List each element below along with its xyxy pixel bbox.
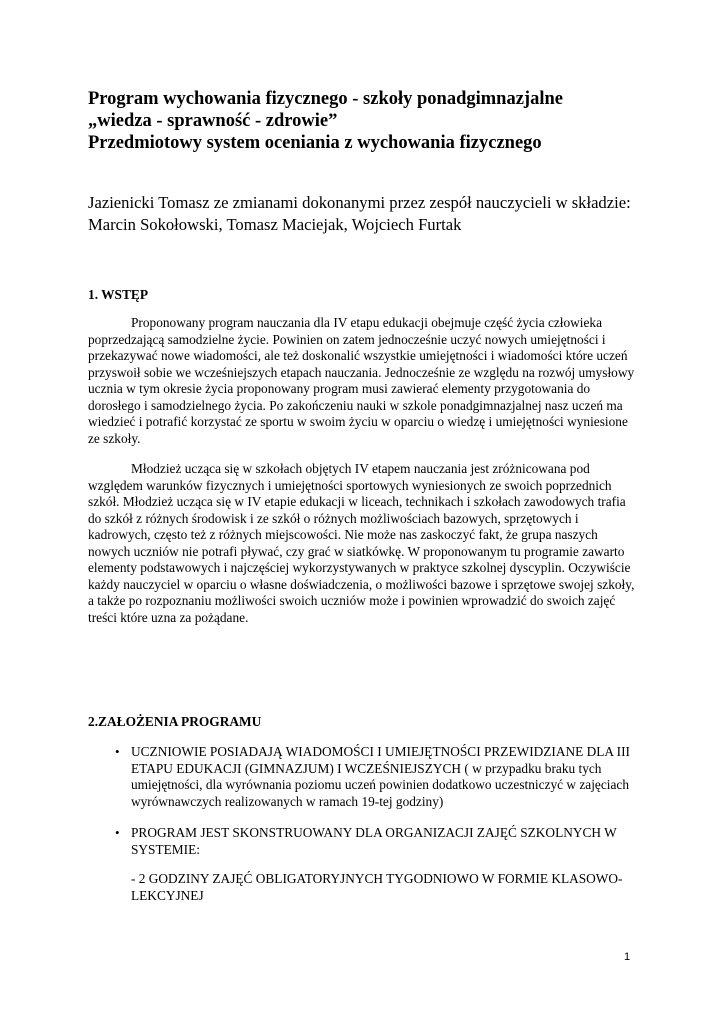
- title-line-motto: „wiedza - sprawność - zdrowie”: [88, 111, 338, 131]
- list-item: [88, 825, 648, 858]
- schedule-sub-item: - 2 GODZINY ZAJĘĆ OBLIGATORYJNYCH TYGODNIOWO W FORMIE KLASOWO-LEKCYJNEJ: [131, 871, 623, 903]
- section-heading-introduction: 1. WSTĘP: [88, 287, 149, 302]
- introduction-paragraph-2: Młodzież ucząca się w szkołach objętych IV etapem nauczania jest zróżnicowana pod względem warunków fizycznych i umiejętności sportowych wyniesionych ze swoich poprzednich szkół. Młodzież ucząca się w IV etapie edukacji w liceach, technikach i szkołach zawodowych trafia do szkół z różnych środowisk i ze szkół o różnych możliwościach bazowych, sprzętowych i kadrowych, często też z różnych miejscowości. Nie może nas zaskoczyć fakt, że grupa naszych nowych uczniów nie potrafi pływać, czy grać w siatkówkę. W proponowanym tu programie zawarto elementy podstawowych i najczęściej wykorzystywanych w praktyce szkolnej dyscyplin. Oczywiście każdy nauczyciel w oparciu o własne doświadczenia, o możliwości bazowe i sprzętowe swojej szkoły, a także po rozpoznaniu możliwości swoich uczniów może i powinien wprowadzić do swoich zajęć treści które uzna za pożądane.: [88, 461, 635, 625]
- list-item-text: PROGRAM JEST SKONSTRUOWANY DLA ORGANIZACJI ZAJĘĆ SZKOLNYCH W SYSTEMIE:: [131, 825, 617, 857]
- assumptions-list: [88, 744, 648, 810]
- assumptions-list-continued: [88, 825, 648, 858]
- document-title: [88, 88, 668, 154]
- title-line-grading-system: Przedmiotowy system oceniania z wychowania fizycznego: [88, 133, 542, 153]
- introduction-paragraph-1: Proponowany program nauczania dla IV etapu edukacji obejmuje część życia człowieka poprzedzającą samodzielne życie. Powinien on zatem jednocześnie uczyć nowych umiejętności i przekazywać nowe wiadomości, ale też doskonalić wszystkie umiejętności i wiadomości które uczeń przyswoił sobie we wcześniejszych etapach nauczania. Jednocześnie ze względu na rozwój umysłowy ucznia w tym okresie życia proponowany program musi zawierać elementy przygotowania do dorosłego i samodzielnego życia. Po zakończeniu nauki w szkole ponadgimnazjalnej nasz uczeń ma wiedzieć i potrafić korzystać ze sportu w swoim życiu w oparciu o wiedzę i umiejętności wyniesione ze szkoły.: [88, 315, 635, 446]
- bullet-icon: •: [115, 744, 120, 759]
- page-number: 1: [624, 951, 631, 963]
- list-item: [88, 744, 648, 810]
- title-line-program: Program wychowania fizycznego - szkoły ponadgimnazjalne: [88, 89, 563, 109]
- bullet-icon: •: [115, 825, 120, 840]
- section-heading-assumptions: 2.ZAŁOŻENIA PROGRAMU: [88, 714, 262, 729]
- list-item-text: UCZNIOWIE POSIADAJĄ WIADOMOŚCI I UMIEJĘTNOŚCI PRZEWIDZIANE DLA III ETAPU EDUKACJI (GIMNAZJUM) I WCZEŚNIEJSZYCH ( w przypadku braku tych umiejętności, dla wyrównania poziomu uczeń powinien dodatkowo uczestniczyć w zajęciach wyrównawczych realizowanych w ramach 19-tej godziny): [131, 744, 630, 809]
- authors-note: Jazienicki Tomasz ze zmianami dokonanymi przez zespół nauczycieli w składzie: Marcin Sokołowski, Tomasz Maciejak, Wojciech Furtak: [88, 193, 631, 234]
